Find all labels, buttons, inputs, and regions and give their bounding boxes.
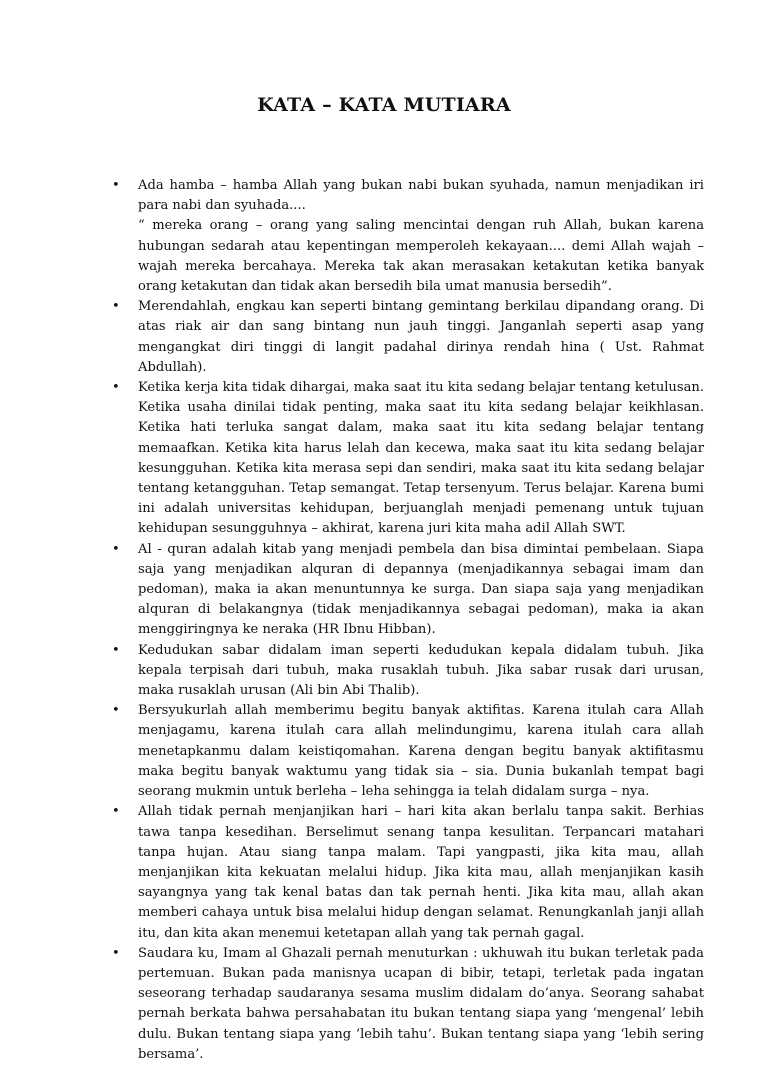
quote-paragraph: • Kedudukan sabar didalam iman seperti kedudukan kepala didalam tubuh. Jika kepala terpisah dari tubuh, maka rusaklah tubuh. Jika sabar rusak dari urusan, maka rusaklah urusan (Ali bin Abi Thalib). [138, 642, 704, 699]
list-item [138, 701, 704, 802]
list-item [138, 176, 704, 297]
quote-list [110, 176, 704, 1065]
quote-paragraph: • Ketika kerja kita tidak dihargai, maka saat itu kita sedang belajar tentang ketulusan. Ketika usaha dinilai tidak penting, maka saat itu kita sedang belajar keikhlasan. Ketika hati terluka sangat dalam, maka saat itu kita sedang belajar tentang memaafkan. Ketika kita harus lelah dan kecewa, maka saat itu kita sedang belajar kesungguhan. Ketika kita merasa sepi dan sendiri, maka saat itu kita sedang belajar tentang ketangguhan. Tetap semangat. Tetap tersenyum. Terus belajar. Karena bumi ini adalah universitas kehidupan, berjuanglah menjadi pemenang untuk tujuan kehidupan sesungguhnya – akhirat, karena juri kita maha adil Allah SWT. [138, 380, 704, 537]
quote-paragraph: • Saudara ku, Imam al Ghazali pernah menuturkan : ukhuwah itu bukan terletak pada pertemuan. Bukan pada manisnya ucapan di bibir, tetapi, terletak pada ingatan seseorang terhadap saudaranya sesama muslim didalam do’anya. Seorang sahabat pernah berkata bahwa persahabatan itu bukan tentang siapa yang ‘mengenal’ lebih dulu. Bukan tentang siapa yang ‘lebih tahu’. Bukan tentang siapa yang ‘lebih sering bersama’. [138, 945, 704, 1062]
quote-paragraph: • Ada hamba – hamba Allah yang bukan nabi bukan syuhada, namun menjadikan iri para nabi dan syuhada.... [138, 178, 704, 214]
list-item [138, 944, 704, 1065]
list-item [138, 641, 704, 702]
quote-paragraph: • Merendahlah, engkau kan seperti bintang gemintang berkilau dipandang orang. Di atas riak air dan sang bintang nun jauh tinggi. Janganlah seperti asap yang mengangkat diri tinggi di langit padahal dirinya rendah hina ( Ust. Rahmat Abdullah). [138, 299, 704, 375]
list-item [138, 297, 704, 378]
quote-paragraph: • Bersyukurlah allah memberimu begitu banyak aktifitas. Karena itulah cara Allah menjagamu, karena itulah cara allah melindungimu, karena itulah cara allah menetapkanmu dalam keistiqomahan. Karena dengan begitu banyak aktifitasmu maka begitu banyak waktumu yang tidak sia – sia. Dunia bukanlah tempat bagi seorang mukmin untuk berleha – leha sehingga ia telah didalam surga – nya. [138, 703, 704, 800]
quote-paragraph: “ mereka orang – orang yang saling mencintai dengan ruh Allah, bukan karena hubungan sedarah atau kepentingan memperoleh kekayaan.... demi Allah wajah – wajah mereka bercahaya. Mereka tak akan merasakan ketakutan ketika banyak orang ketakutan dan tidak akan bersedih bila umat manusia bersedih”. [138, 218, 704, 295]
list-item [138, 540, 704, 641]
page-title: KATA – KATA MUTIARA [257, 94, 511, 116]
list-item [138, 378, 704, 540]
quote-paragraph: • Allah tidak pernah menjanjikan hari – hari kita akan berlalu tanpa sakit. Berhias tawa tanpa kesedihan. Berselimut senang tanpa kesulitan. Terpancari matahari tanpa hujan. Atau siang tanpa malam. Tapi yangpasti, jika kita mau, allah menjanjikan kita kekuatan melalui hidup. Jika kita mau, allah menjanjikan kasih sayangnya yang tak kenal batas dan tak pernah henti. Jika kita mau, allah akan memberi cahaya untuk bisa melalui hidup dengan selamat. Renungkanlah janji allah itu, dan kita akan menemui ketetapan allah yang tak pernah gagal. [138, 804, 704, 941]
list-item [138, 802, 704, 943]
quote-paragraph: • Al - quran adalah kitab yang menjadi pembela dan bisa dimintai pembelaan. Siapa saja yang menjadikan alquran di depannya (menjadikannya sebagai imam dan pedoman), maka ia akan menuntunnya ke surga. Dan siapa saja yang menjadikan alquran di belakangnya (tidak menjadikannya sebagai pedoman), maka ia akan menggiringnya ke neraka (HR Ibnu Hibban). [138, 541, 704, 638]
